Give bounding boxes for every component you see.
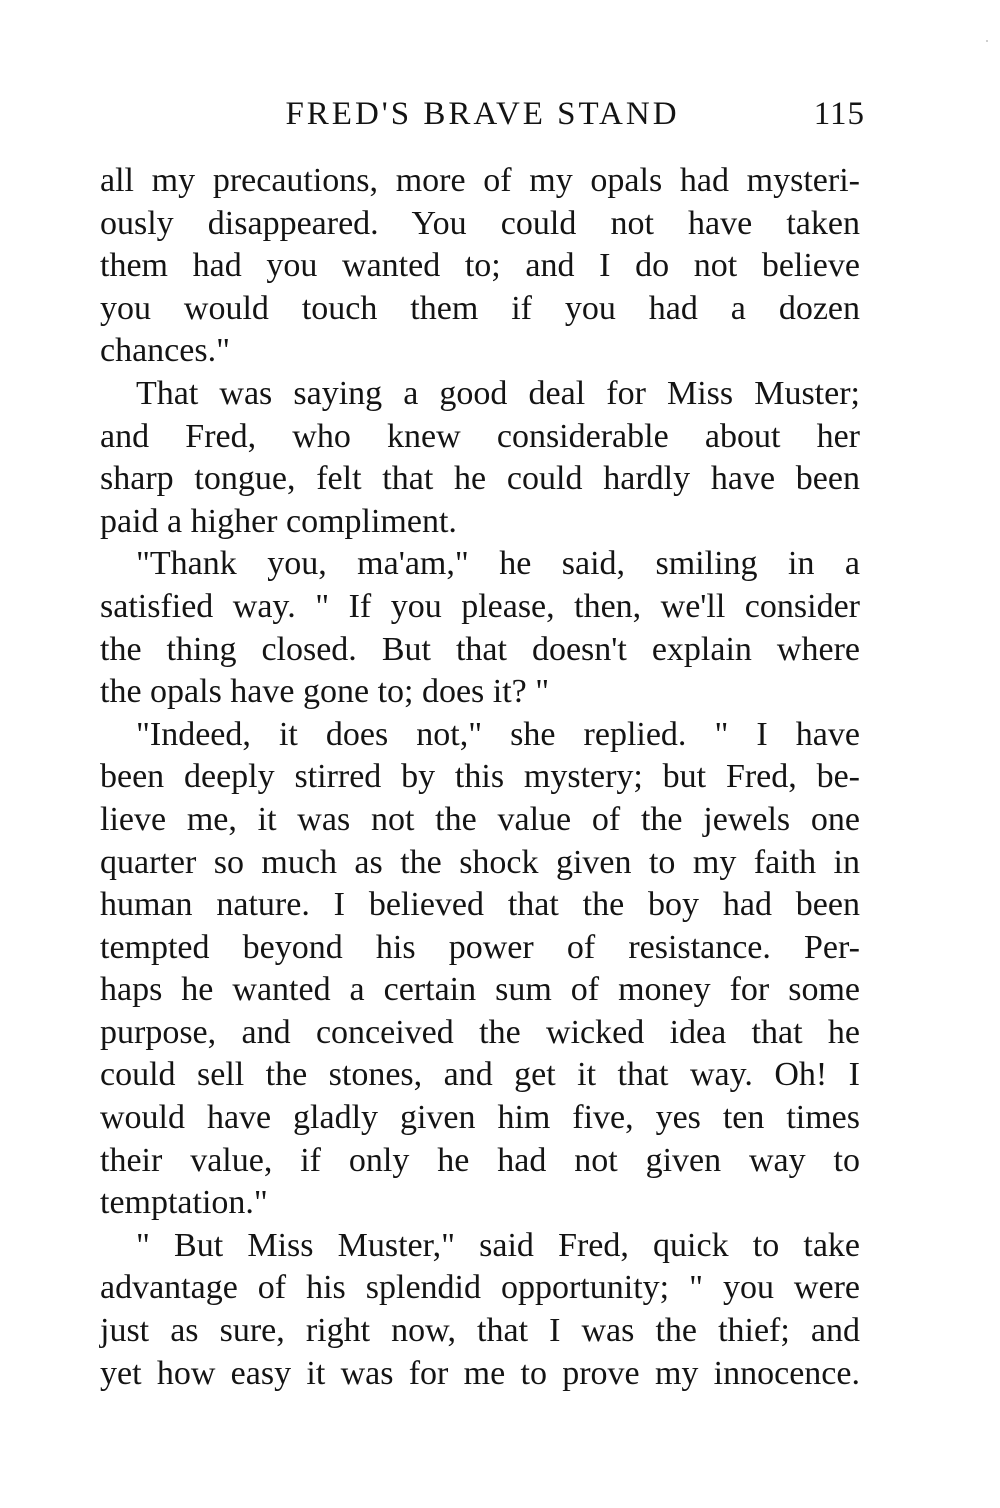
text-line: chances." bbox=[100, 332, 230, 370]
text-line: advantage of his splendid opportunity; " you were bbox=[100, 1269, 860, 1307]
scan-speck bbox=[986, 40, 988, 42]
text-line: satisfied way. " If you please, then, we'll consider bbox=[100, 587, 860, 625]
text-line: haps he wanted a certain sum of money for some bbox=[100, 971, 860, 1009]
text-line: would have gladly given him five, yes ten times bbox=[100, 1099, 860, 1137]
text-line: just as sure, right now, that I was the thief; and bbox=[100, 1312, 860, 1350]
text-line: could sell the stones, and get it that way. Oh! I bbox=[100, 1056, 860, 1094]
page-number: 115 bbox=[813, 96, 865, 132]
text-line: the thing closed. But that doesn't explain where bbox=[100, 630, 860, 668]
body-text bbox=[100, 160, 860, 1395]
text-line: ously disappeared. You could not have taken bbox=[100, 204, 860, 242]
text-line: human nature. I believed that the boy had been bbox=[100, 886, 860, 924]
running-head bbox=[100, 92, 865, 142]
text-line: quarter so much as the shock given to my faith in bbox=[100, 843, 860, 881]
text-line: sharp tongue, felt that he could hardly have been bbox=[100, 460, 860, 498]
text-line: you would touch them if you had a dozen bbox=[100, 289, 860, 327]
text-line: their value, if only he had not given way to bbox=[100, 1141, 860, 1179]
text-line: " But Miss Muster," said Fred, quick to take bbox=[136, 1226, 860, 1264]
text-line: yet how easy it was for me to prove my innocence. bbox=[100, 1354, 860, 1392]
text-line: That was saying a good deal for Miss Muster; bbox=[136, 374, 860, 412]
text-line: temptation." bbox=[100, 1184, 268, 1222]
text-line: paid a higher compliment. bbox=[100, 502, 457, 540]
running-title: FRED'S BRAVE STAND bbox=[285, 96, 680, 132]
text-line: the opals have gone to; does it? " bbox=[100, 673, 550, 711]
text-line: lieve me, it was not the value of the jewels one bbox=[100, 800, 860, 838]
text-line: all my precautions, more of my opals had mysteri- bbox=[100, 162, 860, 199]
text-line: been deeply stirred by this mystery; but Fred, be- bbox=[100, 758, 860, 796]
text-line: them had you wanted to; and I do not believe bbox=[100, 247, 860, 285]
text-line: tempted beyond his power of resistance. Per- bbox=[100, 928, 860, 966]
text-line: "Thank you, ma'am," he said, smiling in a bbox=[136, 545, 860, 583]
text-line: "Indeed, it does not," she replied. " I have bbox=[136, 715, 860, 753]
text-line: purpose, and conceived the wicked idea that he bbox=[100, 1013, 860, 1051]
text-line: and Fred, who knew considerable about her bbox=[100, 417, 860, 455]
